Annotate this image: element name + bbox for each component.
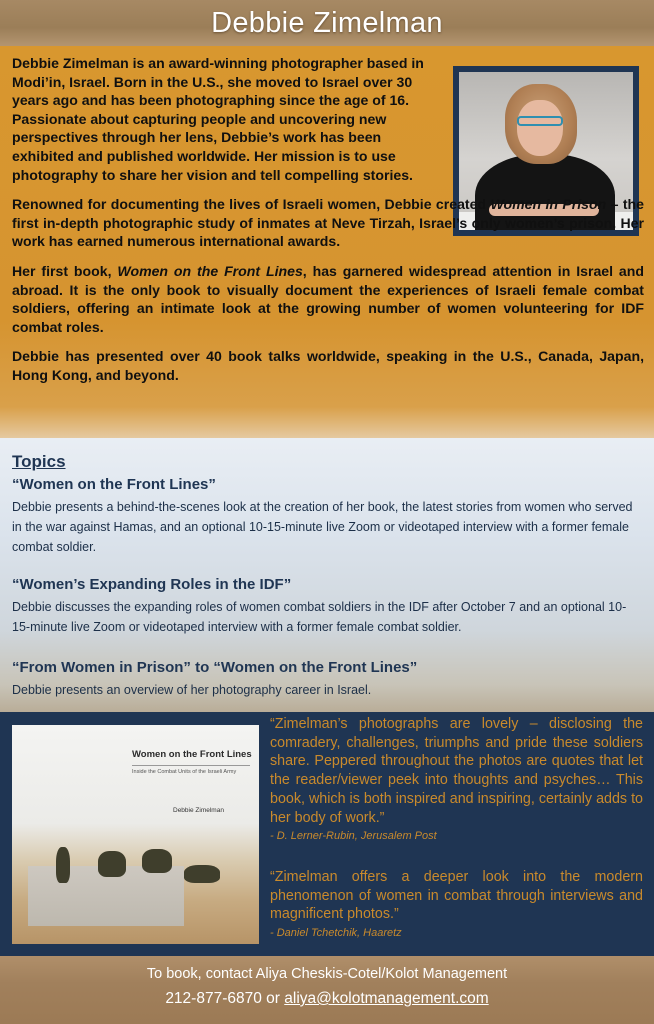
bio-text (12, 54, 644, 396)
topic-item (12, 576, 644, 637)
reviews-section (0, 712, 654, 956)
topic-item (12, 476, 644, 557)
review-source: - D. Lerner-Rubin, Jerusalem Post (270, 830, 437, 843)
topic-description: Debbie presents a behind-the-scenes look at the creation of her book, the latest stories from women who served in the war against Hamas, and an optional 10-15-minute live Zoom or videotaped interview with a former female combat soldier. (12, 500, 633, 554)
review-quote: “Zimelman offers a deeper look into the modern phenomenon of women in combat through interviews and magnificent photos.” - Daniel Tchetchik, Haaretz (270, 869, 643, 940)
bio-section (0, 46, 654, 438)
book-cover-author: Debbie Zimelman (173, 807, 224, 814)
topic-description: Debbie presents an overview of her photography career in Israel. (12, 683, 372, 697)
topics-heading: Topics (12, 452, 66, 471)
phone-number: 212-877-6870 (165, 990, 262, 1007)
book-title-front-lines: Women on the Front Lines (117, 262, 303, 279)
topic-description: Debbie discusses the expanding roles of women combat soldiers in the IDF after October 7 and an optional 10-15-minute live Zoom or videotaped interview with a former female combat soldier. (12, 600, 627, 634)
book-cover-subtitle: Inside the Combat Units of the Israeli Army (132, 769, 237, 775)
book-cover-image (12, 725, 259, 944)
soldier-figure (184, 865, 220, 883)
bio-paragraph-4: Debbie has presented over 40 book talks worldwide, speaking in the U.S., Canada, Japan, Hong Kong, and beyond. (12, 348, 644, 383)
soldier-figure (98, 851, 126, 877)
soldier-figure (56, 847, 70, 883)
email-link[interactable]: aliya@kolotmanagement.com (284, 990, 489, 1007)
book-title-prison: Women in Prison (490, 196, 607, 213)
bio-paragraph-2: Renowned for documenting the lives of Israeli women, Debbie created Women in Prison – the first in-depth photographic study of inmates at Neve Tirzah, Israel’s only women’s prison. Her work has earned numerous international awards. (12, 196, 644, 250)
header-banner (0, 0, 654, 46)
contact-line: 212-877-6870 or aliya@kolotmanagement.com (165, 990, 489, 1007)
page-title: Debbie Zimelman (211, 6, 443, 39)
booking-contact: To book, contact Aliya Cheskis-Cotel/Kolot Management (146, 966, 508, 982)
contact-footer (0, 956, 654, 1024)
soldier-figure (142, 849, 172, 873)
topic-title: “Women on the Front Lines” (12, 476, 216, 493)
topic-title: “From Women in Prison” to “Women on the Front Lines” (12, 659, 418, 676)
topic-item (12, 659, 644, 700)
book-cover-title: Women on the Front Lines (132, 749, 252, 760)
topics-section (0, 438, 654, 712)
bio-paragraph-1: Debbie Zimelman is an award-winning photographer based in Modi’in, Israel. Born in the U.S., she moved to Israel over 30 years ago and has been photographing since the age of 16. Passionate about capturing people and uncovering new perspectives through her lens, Debbie’s work has been exhibited and published worldwide. Her mission is to use photography to share her vision and tell compelling stories. (12, 55, 424, 183)
review-source: - Daniel Tchetchik, Haaretz (270, 927, 402, 940)
bio-paragraph-3: Her first book, Women on the Front Lines, has garnered widespread attention in Israel and abroad. It is the only book to visually document the experiences of Israeli female combat soldiers, offering an intimate look at the growing number of women volunteering for IDF combat roles. (12, 262, 644, 335)
review-quote: “Zimelman’s photographs are lovely – disclosing the comradery, challenges, triumphs and pride these soldiers share. Peppered throughout the photos are quotes that let the reader/viewer peek into thoughts and psyches… This book, which is both inspired and inspiring, certainly adds to her body of work.” - D. Lerner-Rubin, Jerusalem Post (270, 716, 643, 843)
topic-title: “Women’s Expanding Roles in the IDF” (12, 576, 292, 593)
